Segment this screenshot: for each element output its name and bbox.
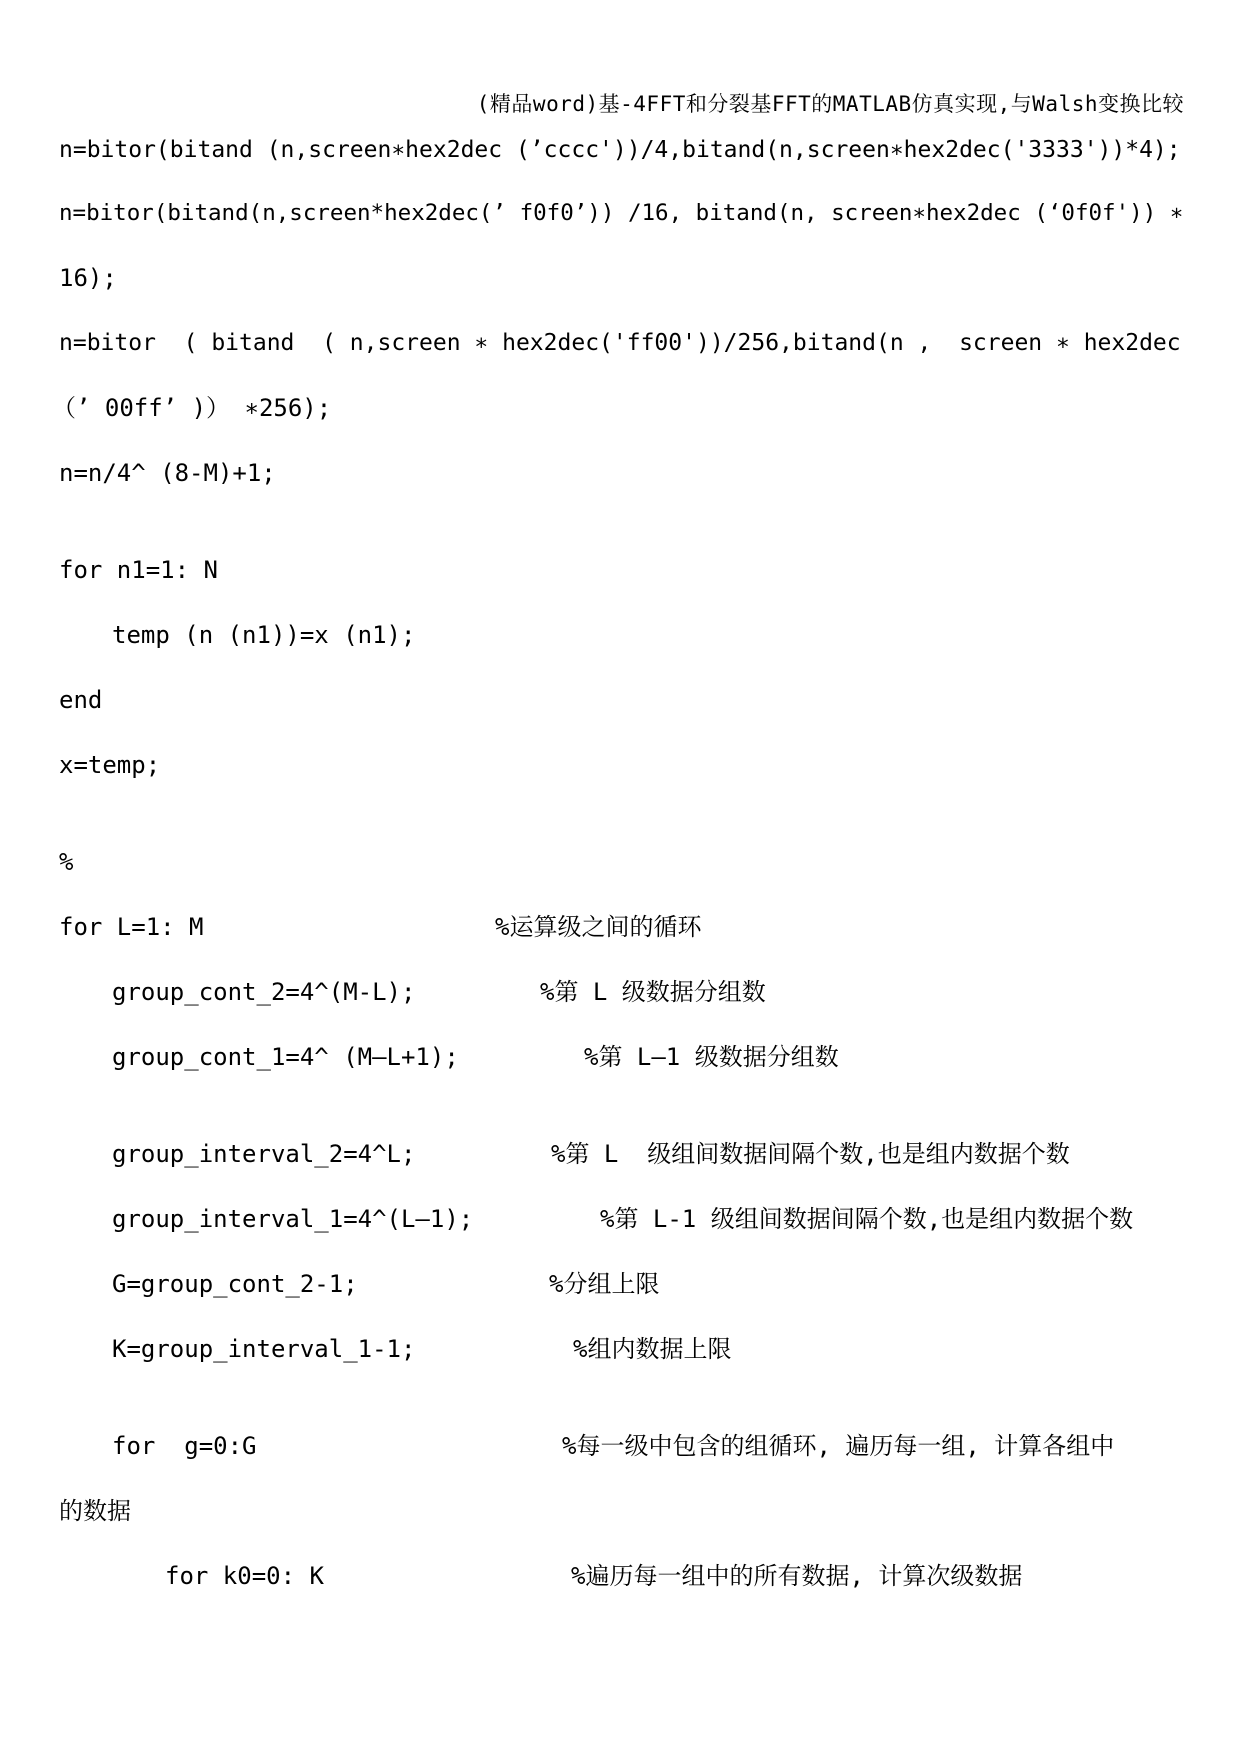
code-line-19: for g=0:G — [112, 1432, 257, 1460]
comment-19: %每一级中包含的组循环, 遍历每一组, 计算各组中 — [562, 1432, 1115, 1460]
code-line-17: G=group_cont_2-1; — [112, 1270, 358, 1298]
code-line-12: for L=1: M — [59, 913, 204, 941]
comment-12: %运算级之间的循环 — [495, 913, 702, 941]
code-line-4: n=bitor ( bitand ( n,screen ∗ hex2dec('ff00'))/256,bitand(n , screen ∗ hex2dec — [59, 330, 1181, 356]
code-line-5: （’ 00ff’ )） ∗256); — [52, 394, 332, 422]
comment-16: %第 L-1 级组间数据间隔个数,也是组内数据个数 — [600, 1205, 1134, 1233]
code-line-14: group_cont_1=4^ (M—L+1); — [112, 1043, 459, 1071]
code-line-10: x=temp; — [59, 751, 161, 779]
code-line-13: group_cont_2=4^(M-L); — [112, 978, 416, 1006]
code-line-20: 的数据 — [59, 1497, 131, 1525]
code-line-1: n=bitor(bitand (n,screen∗hex2dec (’cccc'))/4,bitand(n,screen∗hex2dec('3333'))*4); — [59, 137, 1181, 163]
code-line-18: K=group_interval_1-1; — [112, 1335, 416, 1363]
code-line-2: n=bitor(bitand(n,screen*hex2dec(’ f0f0’)) /16, bitand(n, screen∗hex2dec (‘0f0f')) ∗ — [59, 200, 1184, 226]
code-line-16: group_interval_1=4^(L—1); — [112, 1205, 474, 1233]
code-line-21: for k0=0: K — [165, 1562, 324, 1590]
comment-21: %遍历每一组中的所有数据, 计算次级数据 — [571, 1562, 1023, 1590]
code-line-7: for n1=1: N — [59, 556, 218, 584]
comment-18: %组内数据上限 — [573, 1335, 732, 1363]
document-header: (精品word)基-4FFT和分裂基FFT的MATLAB仿真实现,与Walsh变换比较 — [476, 92, 1184, 116]
code-line-9: end — [59, 686, 103, 714]
code-line-11: % — [59, 848, 74, 876]
code-line-3: 16); — [59, 264, 117, 292]
code-line-8: temp (n (n1))=x (n1); — [112, 621, 416, 649]
code-line-6: n=n/4^ (8-M)+1; — [59, 459, 276, 487]
comment-15: %第 L 级组间数据间隔个数,也是组内数据个数 — [551, 1140, 1070, 1168]
code-line-15: group_interval_2=4^L; — [112, 1140, 416, 1168]
comment-13: %第 L 级数据分组数 — [540, 978, 766, 1006]
comment-17: %分组上限 — [549, 1270, 660, 1298]
comment-14: %第 L—1 级数据分组数 — [584, 1043, 839, 1071]
